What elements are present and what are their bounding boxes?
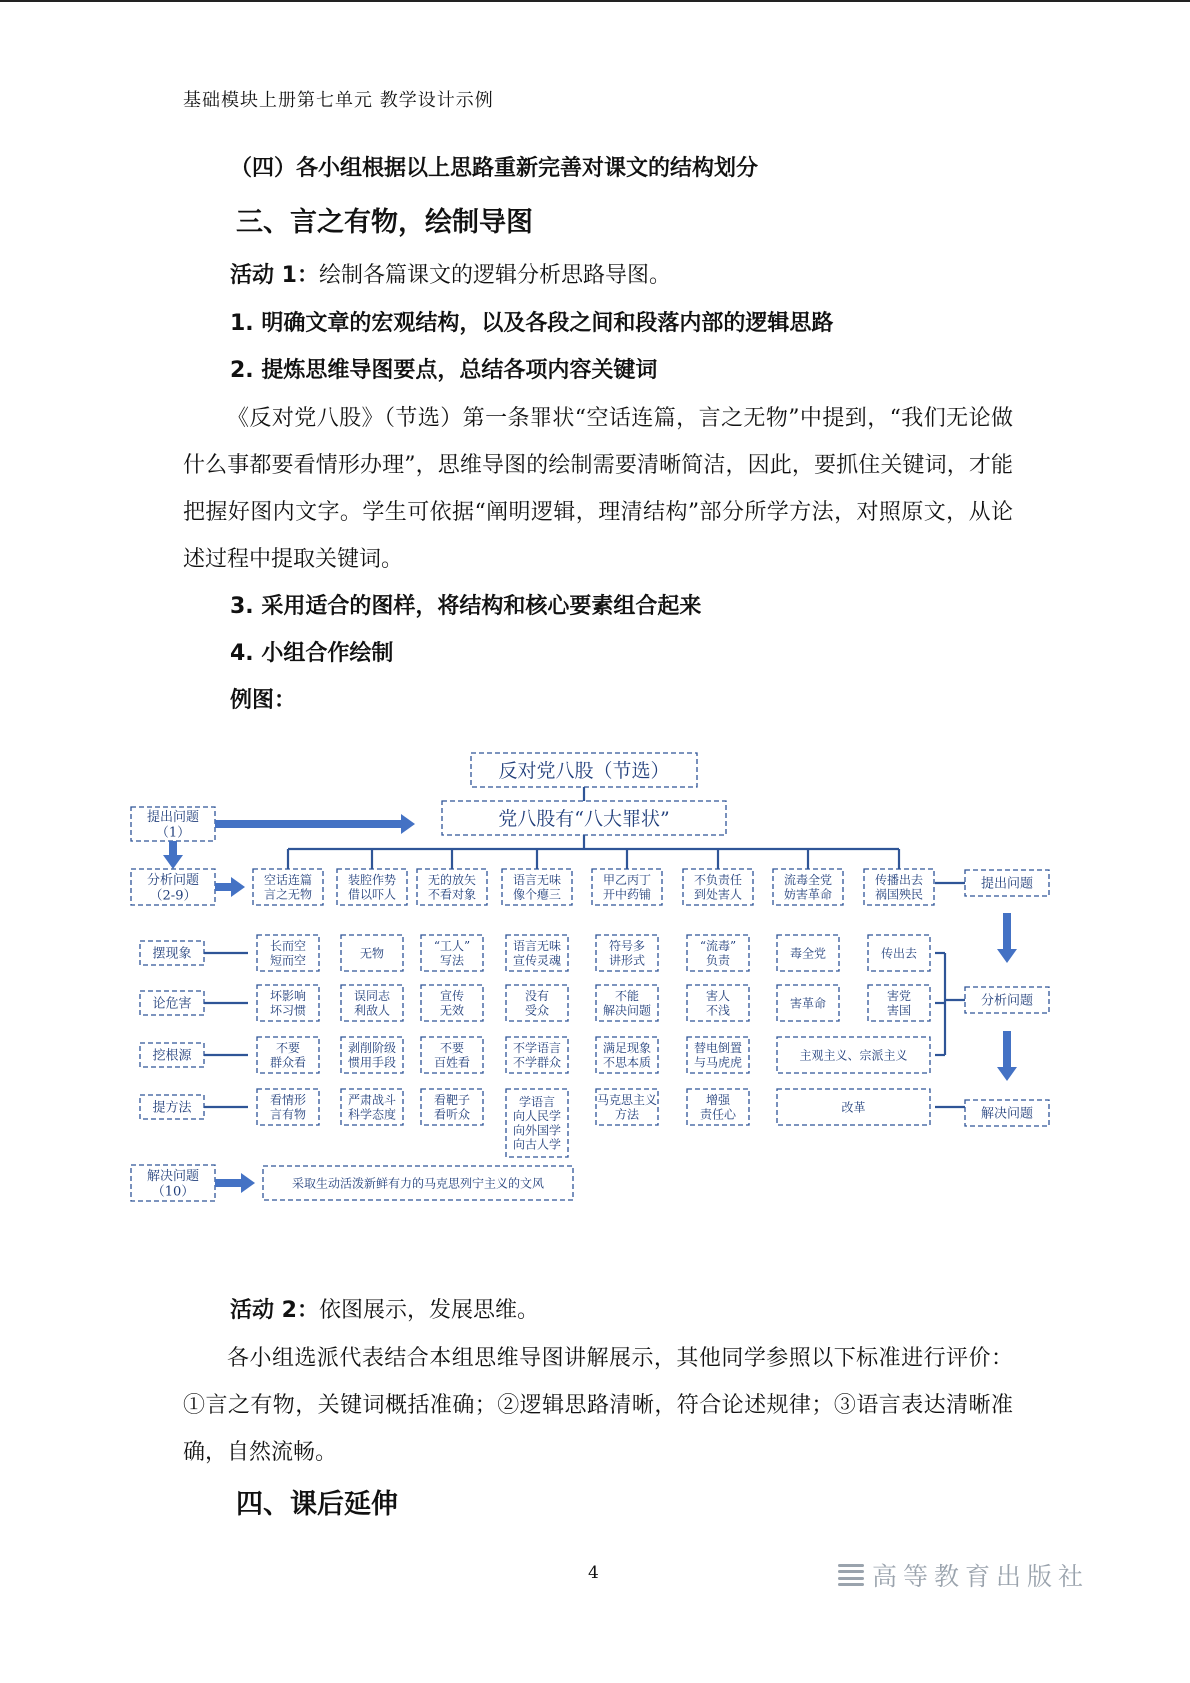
row-label-3-text: 提方法 [152,1100,192,1116]
row-3-cell-0-text: 看情形 [269,1093,307,1108]
row-1-cell-3-text: 受众 [524,1003,550,1018]
row-1-cell-1-text: 利敌人 [353,1003,391,1018]
top-rule [0,0,1190,2]
row-3-cell-3-text: 向人民学 [512,1109,562,1124]
crime-5-text: 到处害人 [693,887,743,902]
mind-map-diagram [0,745,1190,1215]
row-1-cell-6-text: 害革命 [789,996,827,1011]
row-3-cell-5-text: 责任心 [699,1107,737,1122]
row-3-cell-4-text: 马克思主义 [596,1093,658,1108]
crime-0-text: 言之无物 [263,887,313,902]
row-0-cell-1-text: 无物 [359,946,385,961]
diagram-title-text: 反对党八股（节选） [498,759,670,782]
right-analyze-problem-text: 分析问题 [980,993,1034,1009]
row-0-cell-5-text: “流毒” [699,939,737,954]
section-three-title: 三、言之有物，绘制导图 [236,207,533,238]
row-1-cell-5-text: 害人 [705,989,731,1004]
right-down-arrow-1-head [997,949,1017,963]
page-number: 4 [588,1563,599,1583]
row-3-cell-0-text: 言有物 [269,1107,307,1122]
left-analyze-problem-text: 分析问题 [146,873,200,889]
row-0-cell-5-text: 负责 [705,953,731,968]
left-analyze-problem-text: （2-9） [149,888,197,904]
row-0-cell-2-text: 写法 [439,953,465,968]
left-down-arrow-head [163,855,183,869]
row-0-cell-6-text: 毒全党 [789,946,827,961]
row-1-cell-3-text: 没有 [524,989,550,1004]
row-3-cell-3-text: 学语言 [518,1095,556,1110]
crime-4-text: 甲乙丙丁 [602,873,652,888]
row-0-cell-3-text: 语言无味 [512,939,562,954]
crime-6-text: 流毒全党 [783,873,833,888]
row-2-cell-4-text: 满足现象 [602,1041,652,1056]
example-label: 例图： [230,688,297,713]
row-2-merged-text: 主观主义、宗派主义 [799,1048,908,1063]
publisher-name: 高等教育出版社 [872,1562,1090,1591]
crime-1-text: 借以吓人 [347,887,397,902]
row-2-cell-1-text: 惯用手段 [347,1055,397,1070]
row-2-cell-0-text: 群众看 [269,1055,307,1070]
row-3-cell-4-text: 方法 [614,1107,640,1122]
point-one: 1. 明确文章的宏观结构，以及各段之间和段落内部的逻辑思路 [230,311,834,336]
activity-two-text: 依图展示，发展思维。 [318,1298,539,1323]
row-1-cell-4-text: 不能 [614,989,640,1004]
publisher-logo-icon [838,1564,864,1586]
running-header: 基础模块上册第七单元 教学设计示例 [183,90,494,111]
row-0-cell-0-text: 短而空 [269,953,307,968]
row-1-cell-0-text: 坏习惯 [269,1003,307,1018]
activity-two-line [230,1287,539,1334]
section-four-title: 四、课后延伸 [236,1489,398,1520]
paragraph-evaluation: 各小组选派代表结合本组思维导图讲解展示，其他同学参照以下标准进行评价：①言之有物，关键词概括准确；②逻辑思路清晰，符合论述规律；③语言表达清晰准确，自然流畅。 [183,1346,1013,1465]
row-0-cell-2-text: “工人” [433,939,471,954]
row-2-cell-0-text: 不要 [275,1041,301,1056]
point-two: 2. 提炼思维导图要点，总结各项内容关键词 [230,358,658,383]
row-3-cell-2-text: 看听众 [433,1107,471,1122]
row-3-cell-1-text: 严肃战斗 [347,1093,397,1108]
left-down-arrow-shaft [169,841,177,855]
propose-arrow-head [401,814,415,834]
row-0-cell-4-text: 讲形式 [608,953,646,968]
crime-3-text: 语言无味 [512,873,562,888]
propose-arrow-shaft [215,820,401,828]
left-solve-problem-text: （10） [151,1184,195,1200]
row-1-cell-2-text: 无效 [439,1003,465,1018]
left-solve-problem-text: 解决问题 [146,1169,200,1185]
row-1-cell-4-text: 解决问题 [602,1003,652,1018]
diagram-subtitle-text: 党八股有“八大罪状” [498,807,670,830]
left-propose-problem-text: （1） [155,825,191,841]
crime-2-text: 不看对象 [427,887,477,902]
activity-one-line [230,252,671,299]
right-propose-problem-text: 提出问题 [980,876,1034,892]
row-2-cell-1-text: 剥削阶级 [347,1041,397,1056]
right-down-arrow-1-shaft [1003,913,1011,949]
solution-box-text: 采取生动活泼新鲜有力的马克思列宁主义的文风 [291,1176,545,1191]
row-2-cell-4-text: 不思本质 [602,1055,652,1070]
row-2-cell-3-text: 不学语言 [512,1041,562,1056]
row-1-cell-5-text: 不浅 [705,1003,731,1018]
point-three: 3. 采用适合的图样，将结构和核心要素组合起来 [230,594,702,619]
crime-6-text: 妨害革命 [783,887,833,902]
row-3-cell-2-text: 看靶子 [433,1093,471,1108]
row-2-cell-3-text: 不学群众 [512,1055,562,1070]
crime-5-text: 不负责任 [693,873,743,888]
row-0-cell-3-text: 宣传灵魂 [512,953,562,968]
row-3-cell-1-text: 科学态度 [347,1107,397,1122]
right-solve-problem-text: 解决问题 [980,1106,1034,1122]
row-1-cell-7-text: 害国 [886,1003,912,1018]
analyze-arrow-head [231,877,245,897]
row-1-cell-1-text: 误同志 [353,989,391,1004]
row-2-cell-2-text: 不要 [439,1041,465,1056]
crime-2-text: 无的放矢 [427,873,477,888]
row-3-merged-text: 改革 [841,1100,866,1115]
crime-7-text: 祸国殃民 [874,887,924,902]
crime-1-text: 装腔作势 [347,873,397,888]
row-1-cell-2-text: 宣传 [439,989,465,1004]
row-label-2-text: 挖根源 [152,1048,192,1064]
row-1-cell-0-text: 坏影响 [269,989,307,1004]
row-3-cell-3-text: 向外国学 [512,1123,562,1138]
left-propose-problem-text: 提出问题 [146,810,200,826]
solve-arrow-head [241,1173,255,1193]
right-down-arrow-2-shaft [1003,1031,1011,1067]
row-label-0-text: 摆现象 [152,946,192,962]
row-2-cell-5-text: 与马虎虎 [693,1055,743,1070]
row-label-1-text: 论危害 [152,996,192,1012]
crime-7-text: 传播出去 [874,873,924,888]
analyze-arrow-shaft [215,883,231,891]
step-four-heading: （四）各小组根据以上思路重新完善对课文的结构划分 [230,156,759,181]
activity-one-label: 活动 1： [230,263,319,288]
activity-two-label: 活动 2： [230,1298,319,1323]
paragraph-keywords: 《反对党八股》（节选）第一条罪状“空话连篇，言之无物”中提到，“我们无论做什么事都要看情形办理”，思维导图的绘制需要清晰简洁，因此，要抓住关键词，才能把握好图内文字。学生可依据“阐明逻辑，理清结构”部分所学方法，对照原文，从论述过程中提取关键词。 [183,406,1013,572]
row-2-cell-5-text: 替电倒置 [693,1041,743,1056]
publisher-mark [838,1557,1089,1593]
crime-4-text: 开中药铺 [602,887,652,902]
point-four: 4. 小组合作绘制 [230,641,394,666]
row-2-cell-2-text: 百姓看 [433,1055,471,1070]
crime-0-text: 空话连篇 [263,873,313,888]
right-down-arrow-2-head [997,1067,1017,1081]
solve-arrow-shaft [215,1179,241,1187]
row-3-cell-3-text: 向古人学 [512,1137,562,1152]
crime-3-text: 像个瘪三 [512,887,562,902]
row-0-cell-0-text: 长而空 [269,939,307,954]
row-0-cell-4-text: 符号多 [608,939,646,954]
row-0-cell-7-text: 传出去 [880,946,918,961]
row-3-cell-5-text: 增强 [705,1093,731,1108]
row-1-cell-7-text: 害党 [886,989,912,1004]
activity-one-text: 绘制各篇课文的逻辑分析思路导图。 [318,263,671,288]
